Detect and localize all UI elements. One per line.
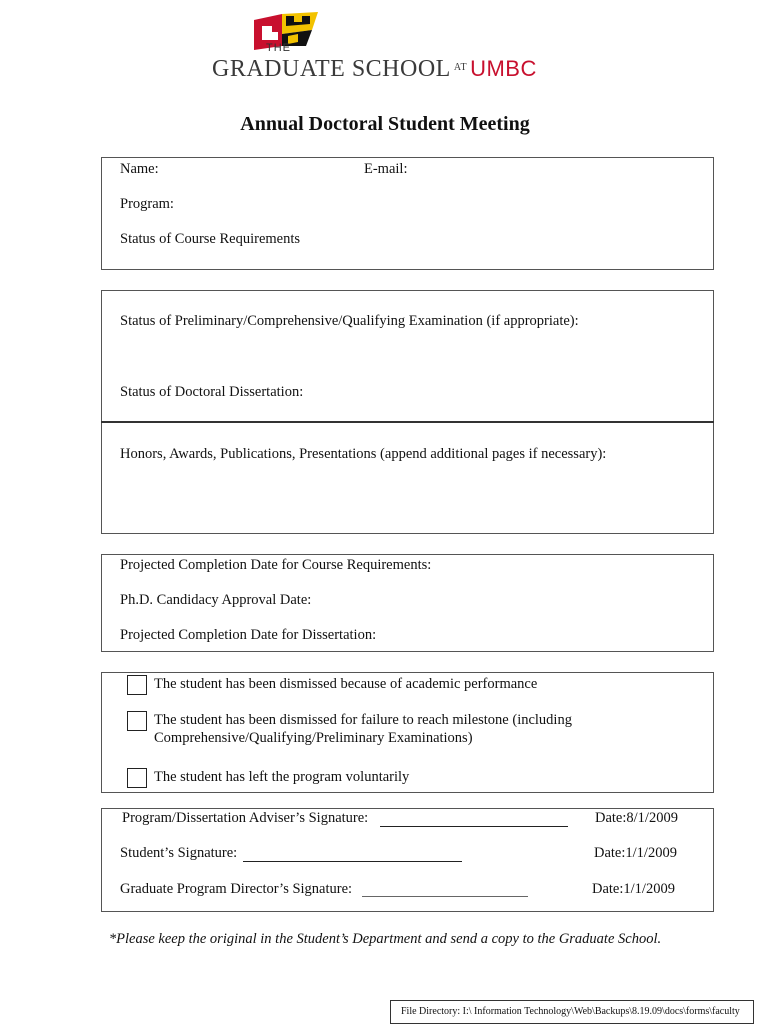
student-signature-line[interactable] [243,861,462,862]
director-date: Date:1/1/2009 [592,881,675,897]
adviser-signature-line[interactable] [380,826,568,827]
instruction-note: *Please keep the original in the Student’s Department and send a copy to the Graduate School. [108,931,662,947]
exam-status-label: Status of Preliminary/Comprehensive/Qualifying Examination (if appropriate): [120,313,579,329]
option-academic-dismissal: The student has been dismissed because of academic performance [154,676,538,692]
program-label: Program: [120,196,174,212]
adviser-date: Date:8/1/2009 [595,810,678,826]
option-left-voluntarily: The student has left the program voluntarily [154,769,410,785]
file-directory-footer: File Directory: I:\ Information Technology\Web\Backups\8.19.09\docs\forms\faculty [390,1000,754,1024]
checkbox-milestone-dismissal[interactable] [127,711,147,731]
director-signature-label: Graduate Program Director’s Signature: [120,881,353,897]
student-date: Date:1/1/2009 [594,845,677,861]
page-title: Annual Doctoral Student Meeting [240,113,530,135]
section-student-info [101,157,714,270]
option-milestone-dismissal-cont: Comprehensive/Qualifying/Preliminary Examinations) [154,730,473,746]
honors-label: Honors, Awards, Publications, Presentations (append additional pages if necessary): [120,446,607,462]
adviser-signature-label: Program/Dissertation Adviser’s Signature: [122,810,369,826]
checkbox-left-voluntarily[interactable] [127,768,147,788]
checkbox-academic-dismissal[interactable] [127,675,147,695]
logo-graduate-school: GRADUATE SCHOOL [212,56,451,82]
section-divider [101,421,714,423]
logo-wordmark [212,56,537,83]
director-signature-line[interactable] [362,896,528,897]
name-label: Name: [120,161,159,177]
logo-umbc: UMBC [470,56,537,81]
dissertation-status-label: Status of Doctoral Dissertation: [120,384,304,400]
candidacy-label: Ph.D. Candidacy Approval Date: [120,592,312,608]
student-signature-label: Student’s Signature: [120,845,238,861]
course-completion-label: Projected Completion Date for Course Requirements: [120,557,432,573]
logo-at: AT [453,62,468,73]
course-status-label: Status of Course Requirements [120,231,301,247]
option-milestone-dismissal: The student has been dismissed for failure to reach milestone (including [154,712,572,728]
dissertation-completion-label: Projected Completion Date for Dissertation: [120,627,377,643]
logo-the-text: THE [266,42,291,54]
email-label: E-mail: [364,161,408,177]
